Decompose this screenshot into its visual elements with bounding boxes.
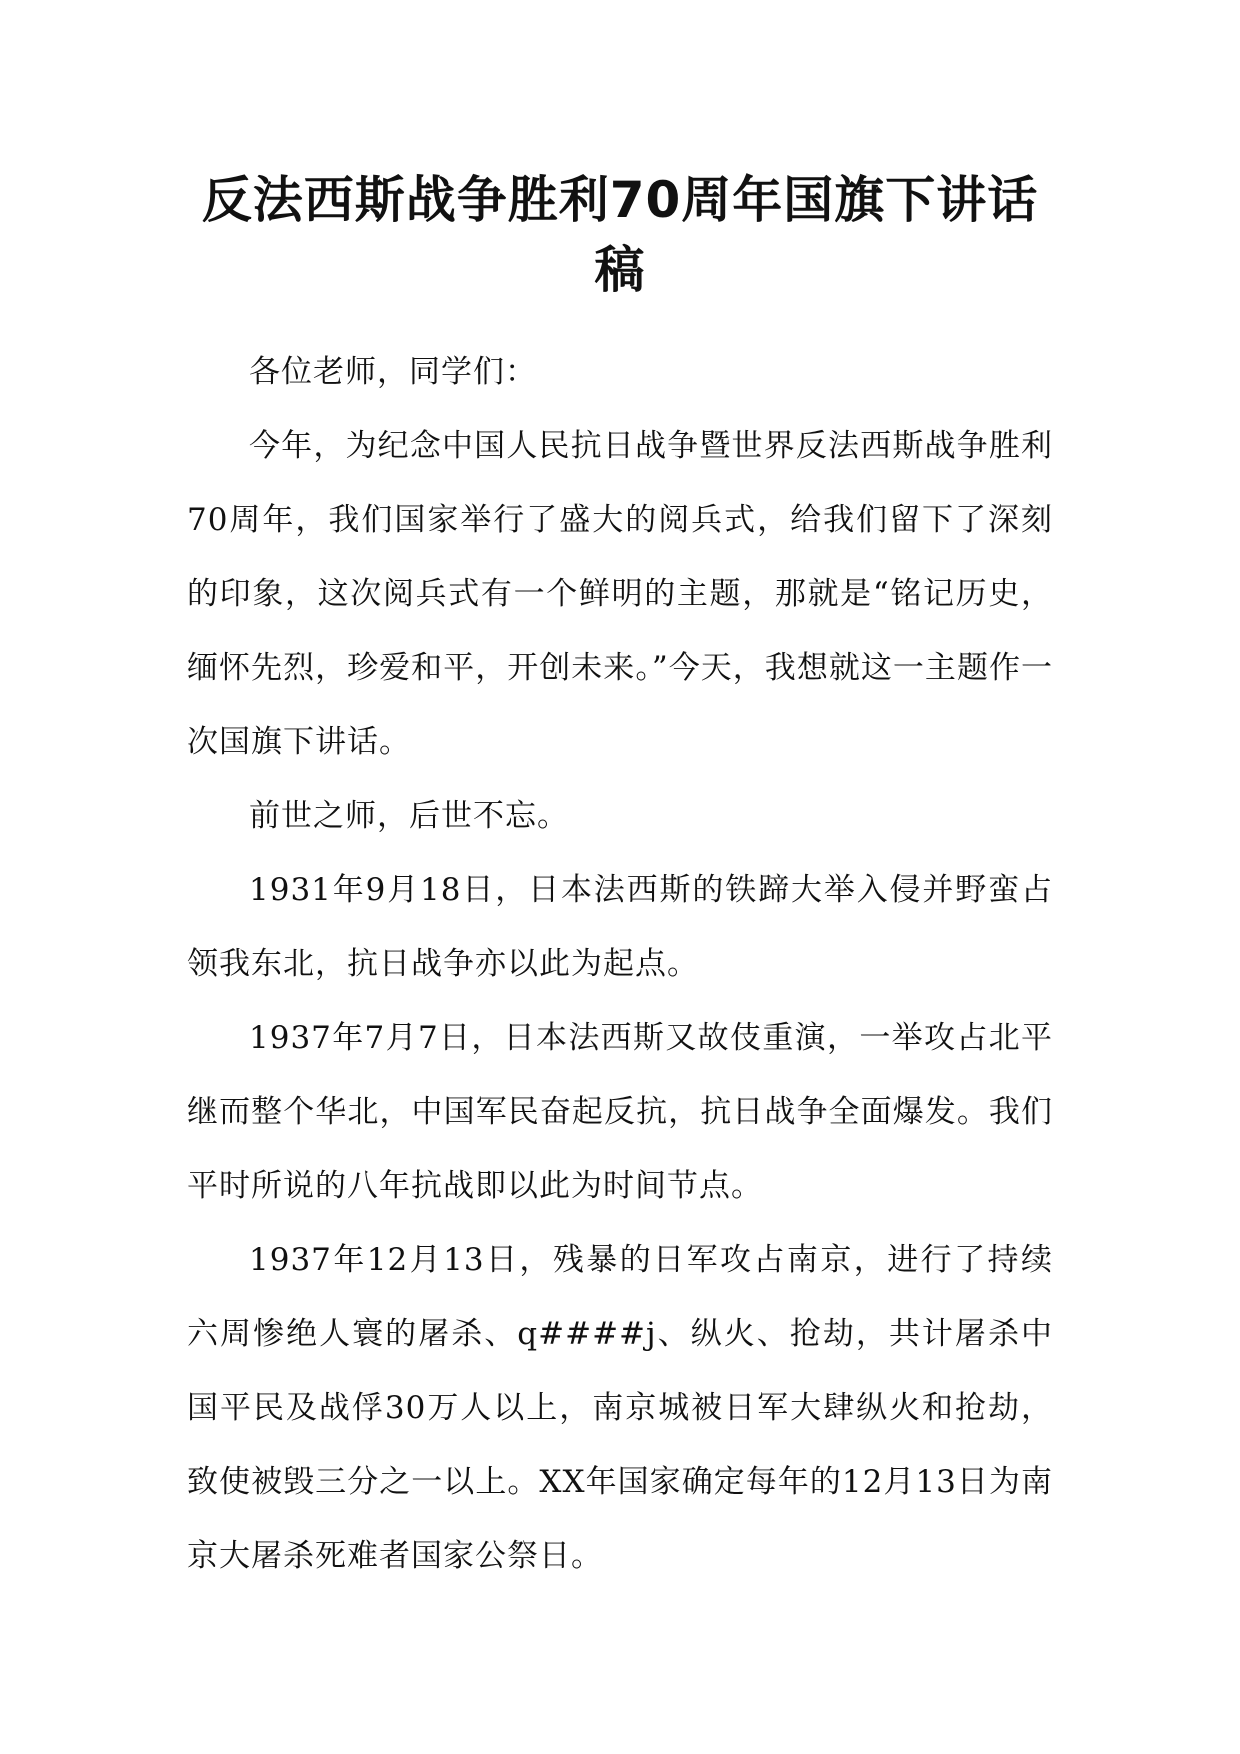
paragraph-1937-july: 1937年7月7日，日本法西斯又故伎重演，一举攻占北平继而整个华北，中国军民奋起反抗，抗日战争全面爆发。我们平时所说的八年抗战即以此为时间节点。	[187, 1020, 1053, 1204]
paragraph-greeting: 各位老师，同学们：	[249, 354, 537, 390]
document-body	[187, 335, 1053, 1593]
paragraph-1937-december: 1937年12月13日，残暴的日军攻占南京，进行了持续六周惨绝人寰的屠杀、q####j、纵火、抢劫，共计屠杀中国平民及战俘30万人以上，南京城被日军大肆纵火和抢劫，致使被毁三分之一以上。XX年国家确定每年的12月13日为南京大屠杀死难者国家公祭日。	[187, 1242, 1053, 1574]
paragraph-1931: 1931年9月18日，日本法西斯的铁蹄大举入侵并野蛮占领我东北，抗日战争亦以此为起点。	[187, 872, 1053, 982]
paragraph-motto: 前世之师，后世不忘。	[249, 798, 569, 834]
paragraph-intro: 今年，为纪念中国人民抗日战争暨世界反法西斯战争胜利70周年，我们国家举行了盛大的阅兵式，给我们留下了深刻的印象，这次阅兵式有一个鲜明的主题，那就是“铭记历史，缅怀先烈，珍爱和平，开创未来。”今天，我想就这一主题作一次国旗下讲话。	[187, 428, 1053, 760]
document-title: 反法西斯战争胜利70周年国旗下讲话稿	[201, 171, 1039, 299]
